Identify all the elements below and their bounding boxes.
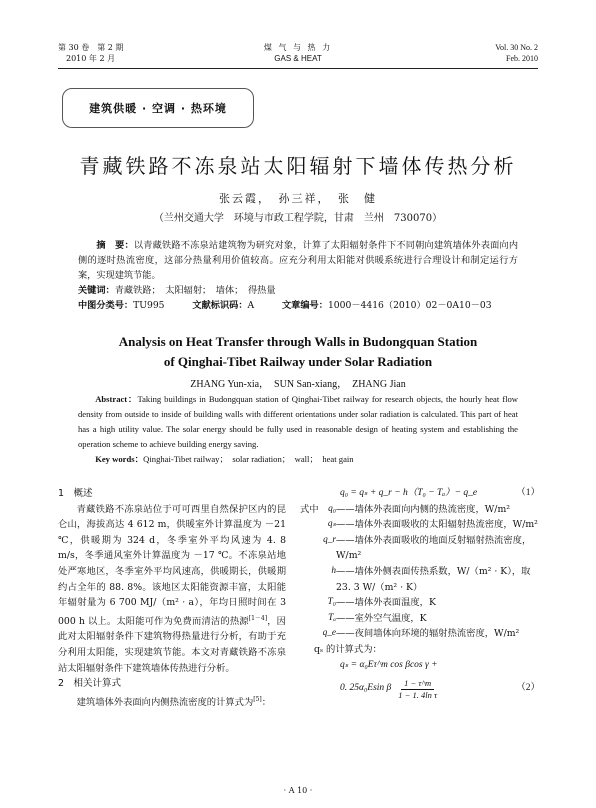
authors-en: ZHANG Yun-xia， SUN San-xiang， ZHANG Jian xyxy=(190,379,406,390)
paragraph-overview xyxy=(58,502,286,677)
keywords-en-label: Key words： xyxy=(95,454,144,464)
section-heading-1: 1 概述 xyxy=(58,488,93,499)
abstract-en-label: Abstract： xyxy=(95,394,138,404)
doc-code-value: A xyxy=(247,300,255,311)
header-journal-en: GAS & HEAT xyxy=(274,54,322,63)
variable-symbol: q_e xyxy=(322,628,336,639)
variable-symbol: Tₐ xyxy=(328,612,336,623)
variable-description: ——墙体外表面向内侧的热流密度，W/m² xyxy=(336,503,510,515)
citation-5: [5] xyxy=(253,695,262,703)
section-label: 建筑供暖 · 空调 · 热环境 xyxy=(62,88,254,128)
equation-2-line1: qₛ = α₀Eτ^m cos βcos γ + xyxy=(340,659,438,670)
keywords-cn-label: 关键词： xyxy=(78,285,115,296)
authors-cn: 张云霞， 孙三祥， 张 健 xyxy=(219,192,377,205)
clc-label: 中图分类号： xyxy=(78,300,134,311)
citation-1-4: [1－4] xyxy=(248,614,268,622)
variable-item xyxy=(300,626,540,642)
abstract-en-text: Taking buildings in Budongquan station of Qinghai-Tibet railway for research objects, the hourly heat flow density from outside to inside of building walls with different orientations under solar radiation is calculated. This part of heat has a high utility value. The solar energy should be fully used in reasonable design of heating system and establishing the operation scheme to achieve building energy saving. xyxy=(78,394,518,449)
header-rule xyxy=(58,68,538,69)
abstract-cn-label: 摘 要： xyxy=(96,240,134,251)
variable-item xyxy=(300,533,540,564)
variable-description: ——墙体外侧表面传热系数，W/（m² · K），取 23. 3 W/（m² · K） xyxy=(336,565,531,593)
variable-description: ——室外空气温度，K xyxy=(336,612,427,624)
variable-description: ——墙体外表面吸收的地面反射辐射热流密度，W/m² xyxy=(336,534,532,562)
equation-1-body: q₀ = qₛ + q_r − h（T₀ − Tₐ）− q_e xyxy=(340,488,478,498)
variable-symbol: qₛ xyxy=(327,519,336,530)
equation-2-fraction xyxy=(395,678,440,701)
clc-value: TU995 xyxy=(133,300,165,311)
keywords-en: Qinghai-Tibet railway； solar radiation； wall； heat gain xyxy=(143,454,354,464)
variable-item xyxy=(300,611,540,627)
equation-1-number: （1） xyxy=(516,488,540,498)
equation-2-line2 xyxy=(300,673,540,705)
fraction-denominator: 1 − 1. 4ln τ xyxy=(398,689,438,700)
keywords-cn: 青藏铁路； 太阳辐射； 墙体； 得热量 xyxy=(114,285,276,296)
formulas-text-end: ： xyxy=(261,696,272,708)
article-no-value: 1000－4416（2010）02－0A10－03 xyxy=(327,300,492,311)
header-journal-cn: 煤 气 与 热 力 xyxy=(263,43,333,52)
paper-title-en-line1: Analysis on Heat Transfer through Walls in Budongquan Station xyxy=(118,334,478,349)
abstract-en xyxy=(78,392,518,467)
where-label: 式中 xyxy=(300,503,319,515)
abstract-cn xyxy=(78,238,518,313)
equation-2-number: （2） xyxy=(516,683,540,694)
fraction-numerator: 1 − τ^m xyxy=(401,678,434,690)
header-date-en: Feb. 2010 xyxy=(506,54,538,63)
paper-title-cn: 青藏铁路不冻泉站太阳辐射下墙体传热分析 xyxy=(79,154,517,178)
equation-1 xyxy=(300,486,540,502)
equation-2-term: 0. 25α₀Esin β xyxy=(340,683,392,694)
variable-item xyxy=(300,502,540,518)
variable-symbol: q_r xyxy=(323,534,336,545)
formulas-text: 建筑墙体外表面向内侧热流密度的计算式为 xyxy=(76,696,254,708)
qs-intro: qₛ 的计算式为： xyxy=(314,643,382,655)
paper-title-en-line2: of Qinghai-Tibet Railway under Solar Radiation xyxy=(163,354,433,369)
right-column xyxy=(300,486,540,705)
variable-description: ——墙体外表面吸收的太阳辐射热流密度，W/m² xyxy=(336,519,538,531)
variable-symbol: h xyxy=(331,565,336,576)
header-volume-en: Vol. 30 No. 2 xyxy=(495,43,538,52)
variable-item xyxy=(300,564,540,595)
header-volume-cn: 第 30 卷 第 2 期 xyxy=(58,43,124,52)
variable-symbol: q₀ xyxy=(328,503,336,514)
overview-text-cont: ，因此对太阳辐射条件下建筑物得热量进行分析，有助于充分利用太阳能，实现建筑节能。本文对青藏铁路不冻泉站太阳辐射条件下建筑墙体传热进行分析。 xyxy=(58,615,286,674)
variable-description: ——夜间墙体向环境的辐射热流密度，W/m² xyxy=(336,628,520,640)
doc-code-label: 文献标识码： xyxy=(192,300,248,311)
variable-list xyxy=(300,502,540,642)
paragraph-formulas xyxy=(58,692,286,711)
header-date-cn: 2010 年 2 月 xyxy=(66,54,116,63)
affiliation-cn: （兰州交通大学 环境与市政工程学院，甘肃 兰州 730070） xyxy=(153,213,443,224)
variable-description: ——墙体外表面温度，K xyxy=(336,597,436,609)
variable-symbol: T₀ xyxy=(327,597,336,608)
variable-item xyxy=(300,595,540,611)
article-no-label: 文章编号： xyxy=(282,300,328,311)
abstract-cn-text: 以青藏铁路不冻泉站建筑物为研究对象，计算了太阳辐射条件下不同朝向建筑墙体外表面向内侧的逐时热流密度，这部分热量利用价值较高。应充分利用太阳能对供暖系统进行合理设计和制定运行方案，实现建筑节能。 xyxy=(78,240,519,281)
overview-text: 青藏铁路不冻泉站位于可可西里自然保护区内的昆仑山，海拔高达 4 612 m，供暖室外计算温度为 －21 ℃，供暖期为 324 d，冬季室外平均风速为 4. 8 m/s，冬季通风室外计算温度为 －17 ℃。不冻泉站地处严寒地区，冬季室外平均风速高，供暖期长，供暖期约占全年的 88. 8%。该地区太阳能资源丰富，太阳能年辐射量为 6 700 MJ/（m² · a），年均日照时间在 3 000 h 以上。太阳能可作为免费而清洁的热源 xyxy=(58,503,286,627)
left-column xyxy=(58,486,286,711)
page-number: · A 10 · xyxy=(283,786,313,795)
section-heading-2: 2 相关计算式 xyxy=(58,678,122,690)
variable-item xyxy=(300,517,540,533)
